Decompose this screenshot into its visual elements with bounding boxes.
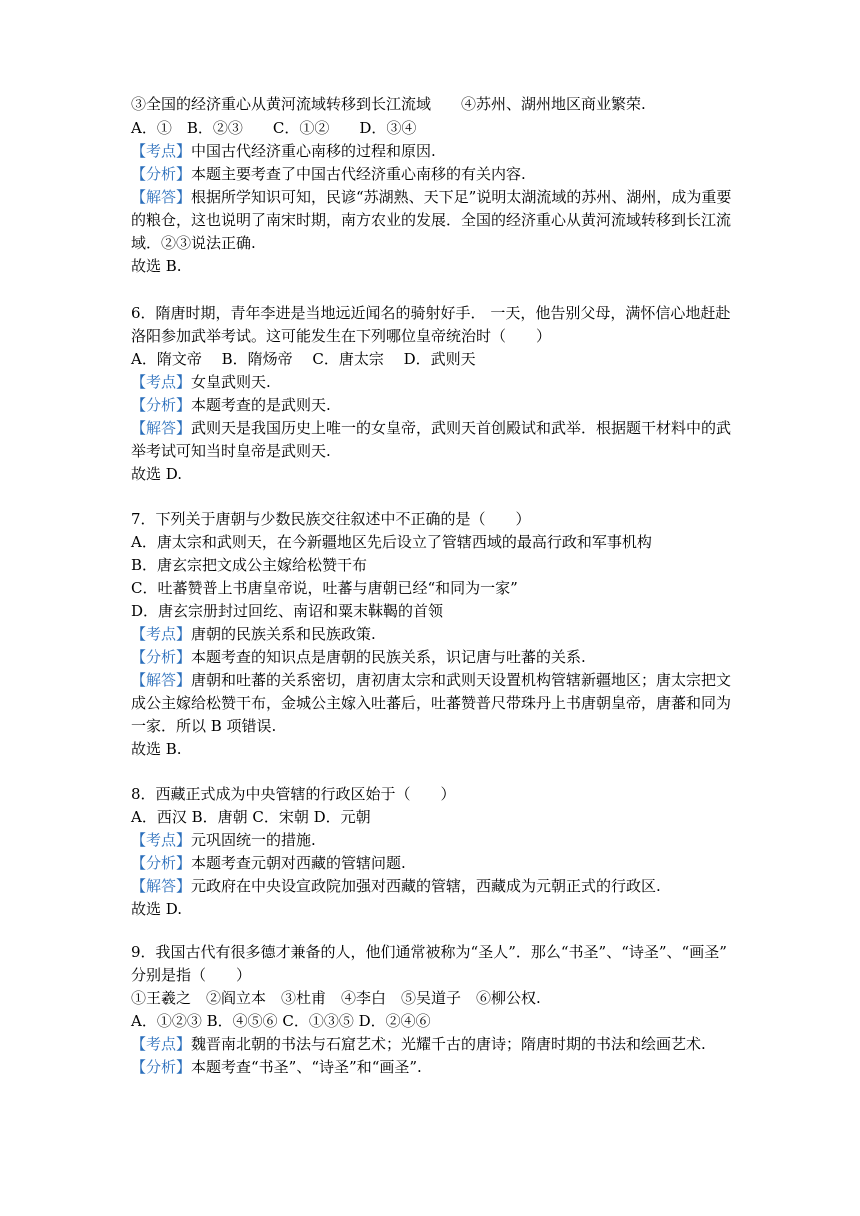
answer-line [131,829,731,851]
text-line: 故选 D. [131,465,183,483]
answer-line [131,1033,731,1055]
answer-text: 元政府在中央设宣政院加强对西藏的管辖，西藏成为元朝正式的行政区. [191,877,661,895]
answer-line [131,140,731,162]
text-line: 域．②③说法正确. [131,234,256,252]
text-line: A．①②③ B．④⑤⑥ C．①③⑤ D．②④⑥ [131,1012,431,1030]
answer-text: 女皇武则天. [191,373,271,391]
text-line: 一家．所以 B 项错误. [131,717,277,735]
answer-text: 唐朝的民族关系和民族政策. [191,625,376,643]
answer-line [131,186,731,208]
text-line: 故选 D. [131,900,183,918]
answer-line [131,852,731,874]
answer-text: 唐朝和吐蕃的关系密切，唐初唐太宗和武则天设置机构管辖新疆地区；唐太宗把文 [191,671,732,689]
answer-text: 根据所学知识可知，民谚“苏湖熟、天下足”说明太湖流域的苏州、湖州，成为重要 [191,188,732,206]
section-tag: 【分析】 [131,396,192,414]
text-line: 9．我国古代有很多德才兼备的人，他们通常被称为“圣人”．那么“书圣”、“诗圣”、“画圣” [131,943,727,961]
text-line: 洛阳参加武举考试。这可能发生在下列哪位皇帝统治时（ ） [131,327,552,345]
text-line: 分别是指（ ） [131,966,252,984]
answer-text: 本题考查“书圣”、“诗圣”和“画圣”. [191,1058,422,1076]
text-line: ①王羲之 ②阎立本 ③杜甫 ④李白 ⑤吴道子 ⑥柳公权. [131,989,541,1007]
section-tag: 【分析】 [131,1058,192,1076]
text-line: ③全国的经济重心从黄河流域转移到长江流域 ④苏州、湖州地区商业繁荣. [131,95,646,113]
answer-line [131,875,731,897]
answer-text: 中国古代经济重心南移的过程和原因. [191,142,436,160]
text-line: 故选 B. [131,740,182,758]
section-tag: 【考点】 [131,831,192,849]
answer-text: 武则天是我国历史上唯一的女皇帝，武则天首创殿试和武举．根据题干材料中的武 [191,419,732,437]
section-tag: 【分析】 [131,854,192,872]
section-tag: 【考点】 [131,373,192,391]
text-line: 8．西藏正式成为中央管辖的行政区始于（ ） [131,785,456,803]
text-line: 的粮仓，这也说明了南宋时期，南方农业的发展．全国的经济重心从黄河流域转移到长江流 [131,211,732,229]
answer-text: 本题考查的知识点是唐朝的民族关系，识记唐与吐蕃的关系. [191,648,586,666]
section-tag: 【分析】 [131,648,192,666]
text-line: 成公主嫁给松赞干布，金城公主嫁入吐蕃后，吐蕃赞普尺带珠丹上书唐朝皇帝，唐蕃和同为 [131,694,732,712]
answer-text: 本题主要考查了中国古代经济重心南移的有关内容. [191,165,526,183]
text-line: A．隋文帝 B．隋炀帝 C．唐太宗 D．武则天 [131,350,476,368]
answer-line [131,669,731,691]
section-tag: 【解答】 [131,188,192,206]
text-line: A．西汉 B．唐朝 C．宋朝 D．元朝 [131,808,371,826]
answer-line [131,163,731,185]
text-line: A．唐太宗和武则天，在今新疆地区先后设立了管辖西域的最高行政和军事机构 [131,533,652,551]
section-tag: 【考点】 [131,625,192,643]
answer-line [131,417,731,439]
answer-line [131,623,731,645]
text-line: C．吐蕃赞普上书唐皇帝说，吐蕃与唐朝已经“和同为一家” [131,579,518,597]
section-tag: 【分析】 [131,165,192,183]
text-line: 7．下列关于唐朝与少数民族交往叙述中不正确的是（ ） [131,510,531,528]
text-line: 故选 B. [131,257,182,275]
answer-line [131,1056,731,1078]
section-tag: 【考点】 [131,142,192,160]
answer-text: 元巩固统一的措施. [191,831,316,849]
text-line: 6．隋唐时期，青年李进是当地远近闻名的骑射好手． 一天，他告别父母，满怀信心地赶赴 [131,304,731,322]
text-line: B．唐玄宗把文成公主嫁给松赞干布 [131,556,368,574]
section-tag: 【解答】 [131,419,192,437]
text-line: D．唐玄宗册封过回纥、南诏和粟末靺鞨的首领 [131,602,444,620]
answer-line [131,394,731,416]
answer-line [131,371,731,393]
section-tag: 【解答】 [131,877,192,895]
answer-text: 魏晋南北朝的书法与石窟艺术；光耀千古的唐诗；隋唐时期的书法和绘画艺术. [191,1035,706,1053]
text-line: A．① B．②③ C．①② D．③④ [131,119,417,137]
section-tag: 【考点】 [131,1035,192,1053]
answer-line [131,646,731,668]
answer-text: 本题考查元朝对西藏的管辖问题. [191,854,406,872]
text-line: 举考试可知当时皇帝是武则天. [131,442,331,460]
section-tag: 【解答】 [131,671,192,689]
answer-text: 本题考查的是武则天. [191,396,331,414]
